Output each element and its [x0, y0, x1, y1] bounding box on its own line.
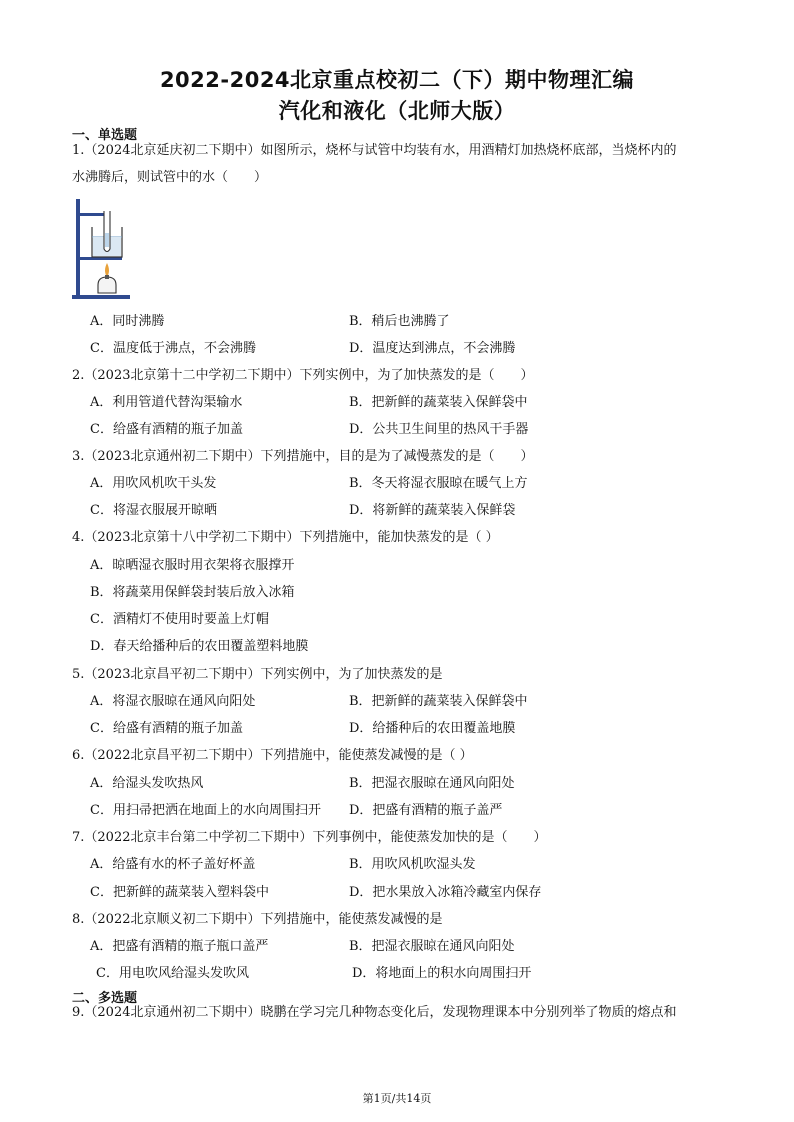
question-5-stem: 5.（2023北京昌平初二下期中）下列实例中，为了加快蒸发的是 [72, 667, 443, 682]
question-9-stem: 9.（2024北京通州初二下期中）晓鹏在学习完几种物态变化后，发现物理课本中分别列举了物质的熔点和 [72, 1005, 677, 1020]
section-multiple-choice: 二、多选题 [72, 991, 138, 1006]
question-4-option-a: A．晾晒湿衣服时用衣架将衣服撑开 [90, 558, 295, 573]
question-8-option-d: D．将地面上的积水向周围扫开 [352, 966, 532, 981]
question-6-option-d: D．把盛有酒精的瓶子盖严 [349, 803, 503, 818]
question-1-option-a: A．同时沸腾 [90, 314, 165, 329]
lamp-wick [105, 275, 109, 279]
boiling-apparatus-figure [70, 193, 136, 303]
question-8-option-b: B．把湿衣服晾在通风向阳处 [349, 939, 515, 954]
question-4-stem: 4.（2023北京第十八中学初二下期中）下列措施中，能加快蒸发的是（ ） [72, 530, 499, 545]
page-title: 2022-2024北京重点校初二（下）期中物理汇编 [159, 68, 635, 92]
question-2-stem: 2.（2023北京第十二中学初二下期中）下列实例中，为了加快蒸发的是（ ） [72, 368, 534, 383]
page-subtitle: 汽化和液化（北师大版） [278, 99, 516, 123]
question-1-option-d: D．温度达到沸点，不会沸腾 [349, 341, 516, 356]
stand-base [72, 295, 130, 299]
question-3-stem: 3.（2023北京通州初二下期中）下列措施中，目的是为了减慢蒸发的是（ ） [72, 449, 534, 464]
alcohol-lamp [98, 277, 116, 293]
page-number: 第1页/共14页 [362, 1092, 432, 1105]
question-7-stem: 7.（2022北京丰台第二中学初二下期中）下列事例中，能使蒸发加快的是（ ） [72, 830, 547, 845]
question-1-option-b: B．稍后也沸腾了 [349, 314, 450, 329]
question-1-stem-line1: 1.（2024北京延庆初二下期中）如图所示，烧杯与试管中均装有水，用酒精灯加热烧杯底部，当烧杯内的 [72, 143, 677, 158]
question-3-option-a: A．用吹风机吹干头发 [90, 476, 217, 491]
question-7-option-b: B．用吹风机吹湿头发 [349, 857, 476, 872]
question-7-option-a: A．给盛有水的杯子盖好杯盖 [90, 857, 256, 872]
question-7-option-d: D．把水果放入冰箱冷藏室内保存 [349, 885, 542, 900]
question-6-stem: 6.（2022北京昌平初二下期中）下列措施中，能使蒸发减慢的是（ ） [72, 748, 473, 763]
question-4-option-c: C．酒精灯不使用时要盖上灯帽 [90, 612, 269, 627]
question-2-option-b: B．把新鲜的蔬菜装入保鲜袋中 [349, 395, 528, 410]
question-2-option-a: A．利用管道代替沟渠输水 [90, 395, 243, 410]
section-single-choice: 一、单选题 [72, 128, 138, 143]
question-7-option-c: C．把新鲜的蔬菜装入塑料袋中 [90, 885, 269, 900]
question-8-option-a: A．把盛有酒精的瓶子瓶口盖严 [90, 939, 269, 954]
question-3-option-d: D．将新鲜的蔬菜装入保鲜袋 [349, 503, 516, 518]
question-8-option-c: C．用电吹风给湿头发吹风 [96, 966, 249, 981]
question-4-option-b: B．将蔬菜用保鲜袋封装后放入冰箱 [90, 585, 295, 600]
question-5-option-a: A．将湿衣服晾在通风向阳处 [90, 694, 256, 709]
test-tube-water [105, 233, 109, 247]
question-1-option-c: C．温度低于沸点，不会沸腾 [90, 341, 256, 356]
flame [105, 263, 109, 277]
question-6-option-b: B．把湿衣服晾在通风向阳处 [349, 776, 515, 791]
question-2-option-c: C．给盛有酒精的瓶子加盖 [90, 422, 243, 437]
question-6-option-a: A．给湿头发吹热风 [90, 776, 204, 791]
question-2-option-d: D．公共卫生间里的热风干手器 [349, 422, 529, 437]
question-6-option-c: C．用扫帚把洒在地面上的水向周围扫开 [90, 803, 321, 818]
question-3-option-c: C．将湿衣服展开晾晒 [90, 503, 217, 518]
question-5-option-c: C．给盛有酒精的瓶子加盖 [90, 721, 243, 736]
question-5-option-d: D．给播种后的农田覆盖地膜 [349, 721, 516, 736]
question-1-stem-line2: 水沸腾后，则试管中的水（ ） [72, 170, 268, 185]
question-3-option-b: B．冬天将湿衣服晾在暖气上方 [349, 476, 528, 491]
question-5-option-b: B．把新鲜的蔬菜装入保鲜袋中 [349, 694, 528, 709]
question-8-stem: 8.（2022北京顺义初二下期中）下列措施中，能使蒸发减慢的是 [72, 912, 443, 927]
question-4-option-d: D．春天给播种后的农田覆盖塑料地膜 [90, 639, 309, 654]
